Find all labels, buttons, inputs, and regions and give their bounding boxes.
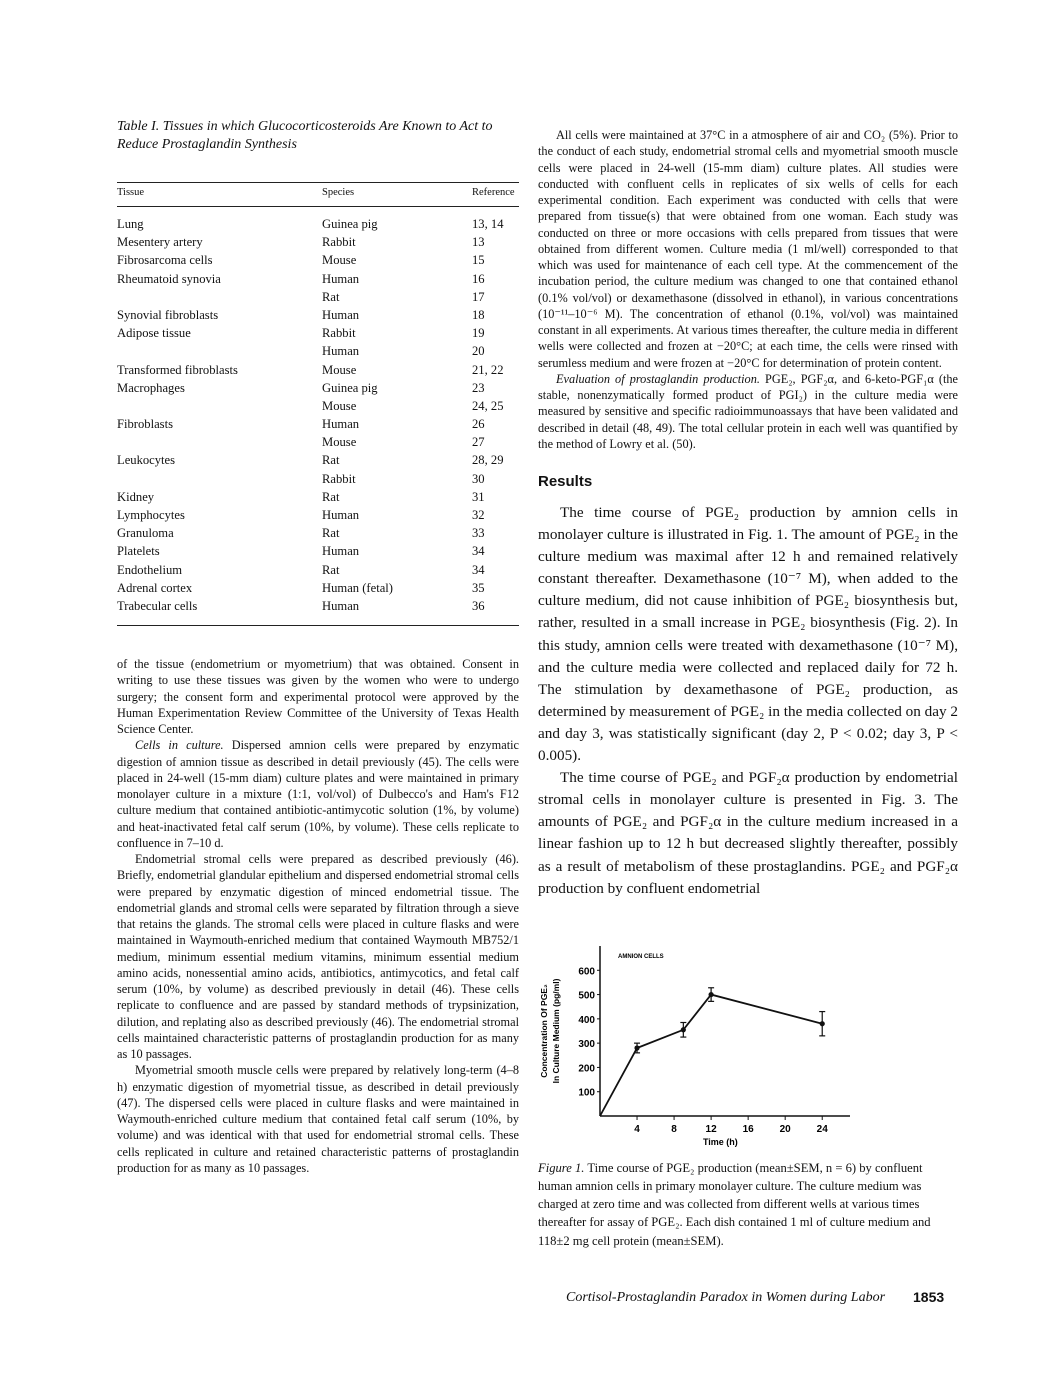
table-row xyxy=(117,597,519,626)
reference-cell: 34 xyxy=(472,562,485,577)
species-cell: Human xyxy=(322,544,360,559)
paragraph-text: Endometrial stromal cells were prepared as described previously (46). Briefly, endometrial glandular epithelium and dispersed endometrial stromal cells were prepared by enzymatic digestion of minced endometrial tissue. The endometrial glands and stromal cells were separated by filtration through a sieve that retains the glands. The stromal cells were placed in culture flasks and were maintained in Waymouth-enriched medium that contained Waymouth MB752/1 medium, minimum essential medium vitamins, minimum essential medium amino acids, nonessential amino acids, antibiotics, antimycotics, and fetal calf serum (10%, by volume) as described previously in detail (46). These cells replicate to confluence and are passed by standard methods of trypsinization, dilution, and replating also as described previously (46). The endometrial stromal cells maintained characteristic patterns of prostaglandin production for as many as 10 passages. xyxy=(117,852,519,1062)
tissue-cell: Rheumatoid synovia xyxy=(117,271,221,286)
reference-cell: 21, 22 xyxy=(472,362,504,377)
tissue-cell: Lymphocytes xyxy=(117,508,185,522)
tissue-cell: Mesentery artery xyxy=(117,235,203,250)
species-cell: Human xyxy=(322,271,360,286)
paragraph-text: Dispersed amnion cells were prepared by enzymatic digestion of amnion tissue as described in detail previously (45). The cells were placed in 24-well (15-mm diam) culture plates and were maintained in primary monolayer culture in a mixture (1:1, vol/vol) of Dulbecco's and Ham's F12 culture medium that contained antibiotic-antimycotic solution (1%, by volume) and heat-inactivated fetal calf serum (10%, by volume). These cells replicate to confluence in 7–10 d. xyxy=(117,738,519,850)
results-heading: Results xyxy=(538,473,593,490)
data-point xyxy=(634,1045,639,1050)
table-row xyxy=(117,579,519,597)
tissue-cell: Adrenal cortex xyxy=(117,580,193,595)
species-cell: Rat xyxy=(322,289,340,304)
results-paragraph: The time course of PGE₂ and PGF₂α production by endometrial stromal cells in monolayer culture is presented in Fig. 3. The amounts of PGE₂ and PGF₂α in the culture medium increased in a linear fashion up to 12 h but decreased slightly thereafter, possibly as a result of metabolism of these prostaglandins. PGE₂ and PGF₂α production by confluent endometrial xyxy=(538,769,958,897)
species-cell: Rabbit xyxy=(322,471,356,486)
tissue-cell: Granuloma xyxy=(117,526,174,541)
species-cell: Human xyxy=(322,417,360,432)
table-row xyxy=(117,451,519,469)
paragraph-lead: Evaluation of prostaglandin production. xyxy=(556,371,760,386)
table-caption: Table I. Tissues in which Glucocorticosteroids Are Known to Act to Reduce Prostaglandin Synthesis xyxy=(117,119,493,152)
species-cell: Human (fetal) xyxy=(322,580,393,595)
tissue-cell: Transformed fibroblasts xyxy=(117,362,238,377)
species-cell: Mouse xyxy=(322,362,357,377)
table-row xyxy=(117,288,519,306)
species-cell: Rat xyxy=(322,562,340,577)
reference-cell: 16 xyxy=(472,271,485,286)
tissue-cell: Fibroblasts xyxy=(117,417,173,432)
tissue-cell: Adipose tissue xyxy=(117,326,191,341)
y-tick-label: 200 xyxy=(578,1063,595,1075)
x-tick-label: 12 xyxy=(705,1123,717,1135)
species-cell: Rat xyxy=(322,453,340,468)
reference-cell: 33 xyxy=(472,526,485,541)
paragraph xyxy=(538,127,958,371)
reference-cell: 20 xyxy=(472,344,485,359)
column-header: Tissue xyxy=(117,183,322,207)
reference-cell: 24, 25 xyxy=(472,398,504,413)
column-header: Reference xyxy=(472,183,519,207)
left-column xyxy=(117,118,519,1176)
results-text xyxy=(538,502,958,900)
y-tick-label: 100 xyxy=(578,1087,595,1099)
table-row xyxy=(117,251,519,269)
data-point xyxy=(681,1027,686,1032)
reference-cell: 18 xyxy=(472,307,485,322)
right-column xyxy=(538,127,958,1250)
y-tick-label: 400 xyxy=(578,1014,595,1026)
table-row xyxy=(117,488,519,506)
reference-cell: 30 xyxy=(472,471,485,486)
reference-cell: 15 xyxy=(472,253,485,268)
species-cell: Rabbit xyxy=(322,326,356,341)
reference-cell: 13, 14 xyxy=(472,217,504,231)
y-tick-label: 500 xyxy=(578,990,595,1002)
table-row xyxy=(117,524,519,542)
reference-cell: 19 xyxy=(472,326,485,341)
paragraph-text: All cells were maintained at 37°C in a atmosphere of air and CO₂ (5%). Prior to the conduct of each study, endometrial stromal cells and myometrial smooth muscle cells were placed in 24-well (15-mm diam) culture plates. All studies were conducted with confluent cells in replicates of six wells of cells for each experimental condition. Each experiment was conducted with cells that were prepared from tissue(s) that were obtained from one woman. Each study was conducted on three or more occasions with cells prepared from tissues that were obtained from different women. Culture media (1 ml/well) corresponded to that which was used for maintenance of each cell type. At the commencement of the incubation period, the culture medium was changed to one that contained ethanol (0.1% vol/vol) or dexamethasone (dissolved in ethanol), in various concentrations (10⁻¹¹–10⁻⁶ M). The concentration of ethanol (0.1%, vol/vol) was maintained constant in all experiments. At various times thereafter, the culture media in different wells were collected and frozen at −20°C; at each time, the cells were rinsed with serumless medium and were frozen at −20°C for determination of protein content. xyxy=(538,128,958,370)
column-header: Species xyxy=(322,183,472,207)
data-point xyxy=(820,1021,825,1026)
table-row xyxy=(117,470,519,488)
x-tick-label: 4 xyxy=(634,1123,640,1135)
table-row xyxy=(117,397,519,415)
tissue-cell: Synovial fibroblasts xyxy=(117,307,219,322)
table-row xyxy=(117,361,519,379)
paragraph xyxy=(117,851,519,1062)
tissue-cell: Leukocytes xyxy=(117,453,176,468)
table-row xyxy=(117,561,519,579)
paragraph xyxy=(117,737,519,851)
reference-cell: 13 xyxy=(472,235,485,250)
figure-caption xyxy=(538,1159,958,1250)
species-cell: Rabbit xyxy=(322,235,356,250)
tissues-table xyxy=(117,182,519,626)
chart-title: AMNION CELLS xyxy=(618,953,664,960)
tissue-cell xyxy=(117,433,322,451)
table-row xyxy=(117,306,519,324)
paragraph xyxy=(117,1062,519,1176)
table-row xyxy=(117,379,519,397)
tissue-cell: Endothelium xyxy=(117,562,183,577)
reference-cell: 17 xyxy=(472,289,485,304)
species-cell: Rat xyxy=(322,526,340,541)
paragraph-text: of the tissue (endometrium or myometrium) that was obtained. Consent in writing to use these tissues was given by the women who were to undergo surgery; the consent form and experimental protocol were approved by the Human Experimentation Review Committee of the University of Texas Health Science Center. xyxy=(117,657,519,737)
species-cell: Mouse xyxy=(322,253,357,268)
tissue-cell: Trabecular cells xyxy=(117,597,322,626)
paragraph-text: Myometrial smooth muscle cells were prepared by relatively long-term (4–8 h) enzymatic digestion of myometrial tissue, as described in detail previously (47). The dispersed cells were placed in culture flasks and were maintained in Waymouth-enriched culture medium that contained fetal calf serum (10%, by volume) and was identical with that used for endometrial stromal cells. These cells replicated in culture and retained characteristic patterns of prostaglandin production for as many as 10 passages. xyxy=(117,1063,519,1175)
figure-caption-text: Time course of PGE₂ production (mean±SEM, n = 6) by confluent human amnion cells in primary monolayer culture. The culture medium was charged at zero time and was collected from different wells at various times thereafter for assay of PGE₂. Each dish contained 1 ml of culture medium and 118±2 mg cell protein (mean±SEM). xyxy=(538,1160,931,1248)
paragraph xyxy=(538,371,958,452)
table-row xyxy=(117,342,519,360)
tissue-cell: Platelets xyxy=(117,544,160,559)
paragraph xyxy=(117,656,519,737)
species-cell: Guinea pig xyxy=(322,380,378,395)
species-cell: Guinea pig xyxy=(322,217,378,231)
reference-cell: 32 xyxy=(472,508,485,522)
figure-label: Figure 1. xyxy=(538,1160,585,1175)
figure-1-chart xyxy=(538,936,858,1151)
table-row xyxy=(117,207,519,234)
y-axis-label-line1: Concentration Of PGE₂ xyxy=(539,983,549,1078)
paragraph-lead: Cells in culture. xyxy=(135,738,224,753)
tissue-cell: Fibrosarcoma cells xyxy=(117,253,213,268)
table-row xyxy=(117,324,519,342)
x-tick-label: 16 xyxy=(742,1123,754,1135)
table-row xyxy=(117,433,519,451)
table-row xyxy=(117,542,519,560)
y-axis-label-line2: In Culture Medium (pg/ml) xyxy=(551,978,561,1084)
reference-cell: 34 xyxy=(472,544,485,559)
reference-cell: 36 xyxy=(472,597,519,626)
methods-text-left xyxy=(117,656,519,1176)
data-line xyxy=(600,994,822,1115)
species-cell: Rat xyxy=(322,489,340,504)
reference-cell: 31 xyxy=(472,489,485,504)
species-cell: Human xyxy=(322,597,472,626)
reference-cell: 35 xyxy=(472,580,485,595)
page-number: 1853 xyxy=(913,1289,945,1305)
species-cell: Human xyxy=(322,307,360,322)
results-paragraph: The time course of PGE₂ production by amnion cells in monolayer culture is illustrated in Fig. 1. The amount of PGE₂ in the culture medium was maximal after 12 h and remained relatively constant thereafter. Dexamethasone (10⁻⁷ M), when added to the culture medium, did not cause inhibition of PGE₂ biosynthesis but, rather, resulted in a small increase in PGE₂ biosynthesis (Fig. 2). In this study, amnion cells were treated with dexamethasone (10⁻⁷ M), and the culture media were collected and replaced daily for 72 h. The stimulation by dexamethasone of PGE₂ production, as determined by measurement of PGE₂ in the media collected on day 2 and day 3, was statistically significant (day 2, P < 0.02; day 3, P < 0.005). xyxy=(538,504,958,765)
methods-text-right xyxy=(538,127,958,452)
tissue-cell xyxy=(117,288,322,306)
tissue-cell xyxy=(117,470,322,488)
table-row xyxy=(117,415,519,433)
x-tick-label: 8 xyxy=(671,1123,677,1135)
tissue-cell xyxy=(117,397,322,415)
tissue-cell: Macrophages xyxy=(117,380,185,395)
table-row xyxy=(117,270,519,288)
tissue-cell: Kidney xyxy=(117,489,155,504)
tissue-cell: Lung xyxy=(117,217,144,231)
data-point xyxy=(709,992,714,997)
table-row xyxy=(117,233,519,251)
reference-cell: 27 xyxy=(472,435,485,450)
x-tick-label: 24 xyxy=(816,1123,828,1135)
reference-cell: 28, 29 xyxy=(472,453,504,468)
y-tick-label: 600 xyxy=(578,965,595,977)
x-axis-label: Time (h) xyxy=(702,1136,738,1147)
y-tick-label: 300 xyxy=(578,1038,595,1050)
paragraph-text: PGE₂, PGF₂α, and 6-keto-PGF₁α (the stable, nonenzymatically formed product of PGI₂) in the culture media were measured by sensitive and specific radioimmunoassays that have been validated and described in detail (48, 49). The total cellular protein in each well was quantified by the method of Lowry et al. (50). xyxy=(538,371,959,451)
reference-cell: 26 xyxy=(472,417,485,432)
x-tick-label: 20 xyxy=(779,1123,791,1135)
species-cell: Human xyxy=(322,508,360,522)
species-cell: Mouse xyxy=(322,398,357,413)
running-title: Cortisol-Prostaglandin Paradox in Women during Labor xyxy=(566,1290,886,1305)
species-cell: Human xyxy=(322,344,360,359)
table-row xyxy=(117,506,519,524)
reference-cell: 23 xyxy=(472,380,485,395)
tissue-cell xyxy=(117,342,322,360)
species-cell: Mouse xyxy=(322,435,357,450)
